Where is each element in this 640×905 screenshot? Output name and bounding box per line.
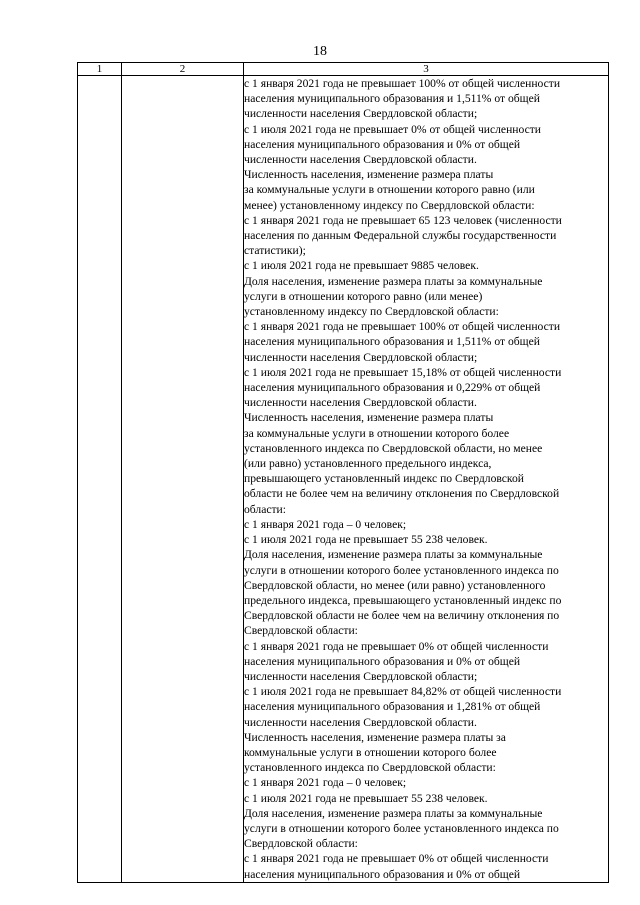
text-line: области не более чем на величину отклонения по Свердловской <box>244 487 560 501</box>
text-line: за коммунальные услуги в отношении которого равно (или <box>244 183 535 197</box>
text-line: населения муниципального образования и 1,511% от общей <box>244 92 540 106</box>
text-line: менее) установленному индексу по Свердловской области: <box>244 198 535 212</box>
column-3-text <box>244 76 608 882</box>
text-line: с 1 июля 2021 года не превышает 0% от общей численности <box>244 122 541 136</box>
text-line: с 1 января 2021 года не превышает 100% от общей численности <box>244 320 561 334</box>
text-line: Доля населения, изменение размера платы за коммунальные <box>244 806 543 820</box>
text-line: с 1 июля 2021 года не превышает 55 238 человек. <box>244 533 488 547</box>
text-line: численности населения Свердловской области. <box>244 153 477 167</box>
text-line: коммунальные услуги в отношении которого более <box>244 745 497 759</box>
text-line: с 1 июля 2021 года не превышает 9885 человек. <box>244 259 479 273</box>
text-line: услуги в отношении которого равно (или менее) <box>244 289 483 303</box>
column-header-2: 2 <box>122 63 244 76</box>
text-line: с 1 июля 2021 года не превышает 15,18% от общей численности <box>244 365 562 379</box>
document-table <box>77 62 609 883</box>
text-line: Свердловской области: <box>244 837 358 851</box>
text-line: численности населения Свердловской области. <box>244 396 477 410</box>
text-line: с 1 января 2021 года – 0 человек; <box>244 776 407 790</box>
text-line: с 1 января 2021 года не превышает 0% от общей численности <box>244 639 549 653</box>
text-line: населения муниципального образования и 0% от общей <box>244 137 521 151</box>
text-line: населения муниципального образования и 0% от общей <box>244 654 521 668</box>
text-line: Свердловской области: <box>244 624 358 638</box>
text-line: Численность населения, изменение размера платы <box>244 411 494 425</box>
text-line: Доля населения, изменение размера платы за коммунальные <box>244 274 543 288</box>
column-header-1: 1 <box>78 63 122 76</box>
text-line: установленного индекса по Свердловской области, но менее <box>244 441 543 455</box>
text-line: услуги в отношении которого более установленного индекса по <box>244 563 559 577</box>
text-line: численности населения Свердловской области. <box>244 715 477 729</box>
text-line: статистики); <box>244 244 306 258</box>
page-number: 18 <box>313 44 327 59</box>
text-line: численности населения Свердловской области; <box>244 350 478 364</box>
text-line: Свердловской области, но менее (или равно) установленного <box>244 578 546 592</box>
text-line: Численность населения, изменение размера платы <box>244 168 494 182</box>
table-row <box>78 76 609 883</box>
text-line: с 1 июля 2021 года не превышает 84,82% от общей численности <box>244 685 562 699</box>
column-2-cell <box>122 76 244 883</box>
text-line: области: <box>244 502 286 516</box>
text-line: за коммунальные услуги в отношении которого более <box>244 426 510 440</box>
text-line: населения муниципального образования и 0% от общей <box>244 867 521 881</box>
table-header-row <box>78 63 609 76</box>
text-line: Свердловской области не более чем на величину отклонения по <box>244 609 560 623</box>
text-line: населения муниципального образования и 1,281% от общей <box>244 700 541 714</box>
text-line: предельного индекса, превышающего установленный индекс по <box>244 593 562 607</box>
text-line: с 1 января 2021 года не превышает 100% от общей численности <box>244 77 561 90</box>
column-1-cell <box>78 76 122 883</box>
text-line: населения муниципального образования и 0,229% от общей <box>244 381 541 395</box>
text-line: установленному индексу по Свердловской области: <box>244 305 499 319</box>
text-line: Доля населения, изменение размера платы за коммунальные <box>244 548 543 562</box>
text-line: с 1 января 2021 года не превышает 65 123 человек (численности <box>244 213 562 227</box>
text-line: с 1 января 2021 года не превышает 0% от общей численности <box>244 852 549 866</box>
text-line: установленного индекса по Свердловской области: <box>244 761 496 775</box>
text-line: населения по данным Федеральной службы государственности <box>244 229 557 243</box>
column-header-3: 3 <box>244 63 609 76</box>
text-line: с 1 января 2021 года – 0 человек; <box>244 517 407 531</box>
text-line: численности населения Свердловской области; <box>244 669 478 683</box>
text-line: населения муниципального образования и 1,511% от общей <box>244 335 540 349</box>
text-line: (или равно) установленного предельного индекса, <box>244 457 492 471</box>
text-line: численности населения Свердловской области; <box>244 107 478 121</box>
text-line: превышающего установленный индекс по Свердловской <box>244 472 524 486</box>
text-line: услуги в отношении которого более установленного индекса по <box>244 821 559 835</box>
text-line: Численность населения, изменение размера платы за <box>244 730 506 744</box>
column-3-cell <box>244 76 609 883</box>
text-line: с 1 июля 2021 года не превышает 55 238 человек. <box>244 791 488 805</box>
